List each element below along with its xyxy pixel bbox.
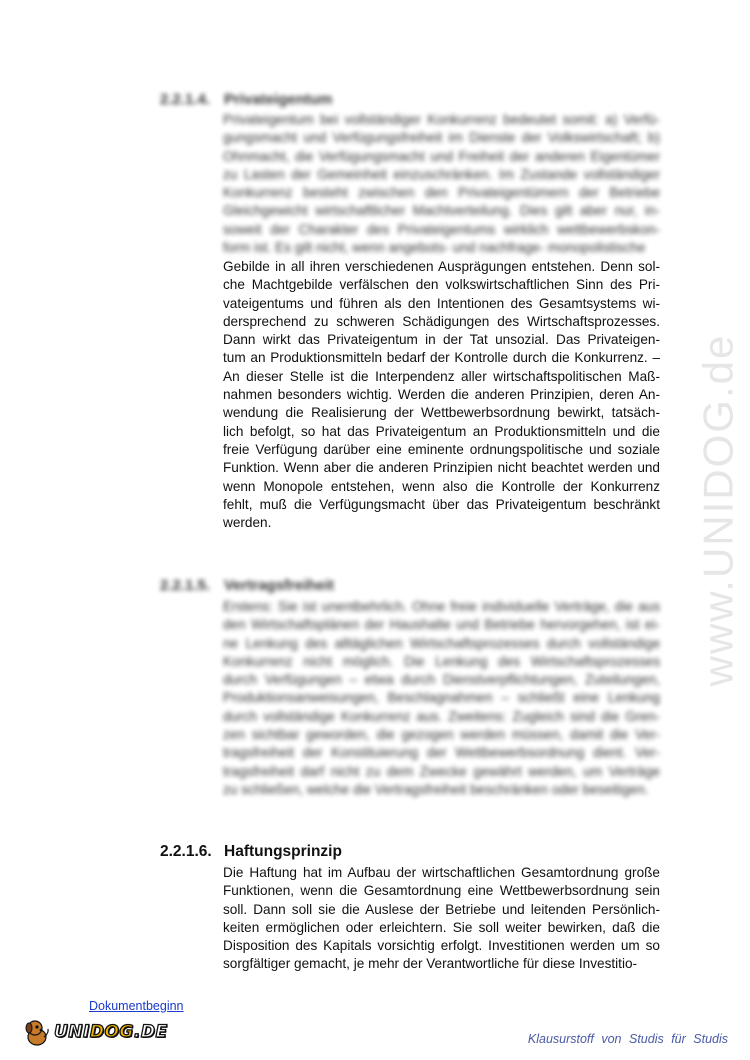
text-line: Die Haftung hat im Aufbau der wirtschaftlichen Gesamtordnung große [223,865,660,880]
text-line: dersprechend zu schweren Schädigungen des Wirtschaftsprozesses. [223,313,660,329]
blurred-paragraph-1 [223,111,660,257]
section-number: 2.2.1.5. [160,577,211,594]
section-heading-privateigentum [160,91,332,108]
text-line: Konkurrenz nicht möglich. Die Lenkung des Wirtschaftsprozesses [223,653,660,669]
text-line: An dieser Stelle ist die Interpendenz aller wirtschaftspolitischen Maß- [223,368,660,384]
section-heading-haftungsprinzip [160,843,342,861]
text-line: freie Verfügung darüber eine eminente ordnungspolitische und soziale [223,441,660,457]
blurred-paragraph-2 [223,598,660,799]
text-line: tragsfreiheit der Konstituierung der Wettbewerbsordnung dient. Ver- [223,745,660,761]
text-line: Disposition des Kapitals vorsichtig erfolgt. Investitionen werden um so [223,938,660,954]
section-heading-vertragsfreiheit [160,577,334,594]
text-line: nahmen besonders wichtig. Werden die anderen Prinzipien, deren An- [223,387,660,403]
text-line: tragsfreiheit darf nicht zu dem Zwecke gewährt werden, um Verträge [223,763,660,779]
text-line: sorgfältiger gemacht, je mehr der Verantwortliche für diese Investitio- [223,956,638,972]
paragraph-privateigentum [223,258,660,532]
unidog-logo[interactable] [22,1014,168,1050]
text-line: soweit der Charakter des Privateigentums wirklich wettbewerbskon- [223,221,660,237]
text-line: durch Verfügungen – etwa durch Dienstverpflichtungen, Zuteilungen, [223,672,660,688]
text-line: keiten ermöglichen oder erleichtern. Sie soll weiter bewirken, daß die [223,919,660,935]
text-line: Produktionsanweisungen, Beschlagnahmen – schließt eine Lenkung [223,690,660,706]
text-line: Ohnmacht, die Verfügungsmacht und Freiheit der anderen Eigentümer [223,148,660,164]
section-title: Privateigentum [224,91,333,108]
text-line: wenn Monopole entstehen, wenn also die Kontrolle der Konkurrenz [223,478,660,494]
text-line: Erstens: Sie ist unentbehrlich. Ohne freie individuelle Verträge, die aus [223,599,660,614]
paragraph-haftungsprinzip [223,864,660,974]
text-line: lich befolgt, so hat das Privateigentum an Produktionsmitteln und die [223,423,660,439]
section-title: Vertragsfreiheit [224,577,335,594]
text-line: Funktionen, wenn die Gesamtordnung eine Wettbewerbsordnung sein [223,883,660,899]
section-number: 2.2.1.6. [160,843,212,860]
text-line: zu schließen, welche die Vertragsfreiheit beschränken oder beseitigen. [223,781,649,797]
text-line: gungsmacht und Verfügungsfreiheit im Dienste der Volkswirtschaft; b) [223,130,660,146]
text-line: Gebilde in all ihren verschiedenen Ausprägungen entstehen. Denn sol- [223,259,660,274]
logo-text: UNIDOG.DE [54,1022,168,1042]
text-line: zen sichtbar geworden, die gezogen werden müssen, damit die Ver- [223,727,660,743]
watermark [694,280,742,740]
text-line: durch vollständige Konkurrenz aus. Zweitens: Zugleich sind die Gren- [223,708,660,724]
text-line: ne Lenkung des alltäglichen Wirtschaftsprozesses durch vollständige [223,635,660,651]
section-number: 2.2.1.4. [160,91,211,108]
text-line: Gleichgewicht wirtschaftlicher Machtverteilung. Dies gilt aber nur, in- [223,203,660,219]
text-line: form ist. Es gilt nicht, wenn angebots- und nachfrage- monopolistische [223,240,646,256]
text-line: Funktion. Wenn aber die anderen Prinzipien nicht beachtet werden und [223,460,660,476]
text-line: soll. Dann soll sie die Auslese der Betriebe und leitenden Persönlich- [223,901,660,917]
text-line: wendung die Realisierung der Wettbewerbsordnung bewirkt, tatsäch- [223,405,660,421]
text-line: vateigentums und führen als den Intentionen des Gesamtsystems wi- [223,295,660,311]
text-line: tum an Produktionsmitteln bedarf der Kontrolle durch die Konkurrenz. – [223,350,660,366]
text-line: den Wirtschaftsplänen der Haushalte und Betriebe hervorgehen, ist ei- [223,617,660,633]
text-line: Konkurrenz besteht zwischen den Privateigentümern der Betriebe [223,185,660,201]
dokumentbeginn-link[interactable]: Dokumentbeginn [89,999,184,1013]
text-line: werden. [223,515,272,531]
section-title: Haftungsprinzip [224,843,342,860]
dog-mascot-icon [22,1017,52,1047]
text-line: che Machtgebilde verfälschen den volkswirtschaftlichen Sinn des Pri- [223,277,660,293]
watermark-text: www.UNIDOG.de [694,333,742,687]
text-line: Privateigentum bei vollständiger Konkurrenz bedeutet somit: a) Verfü- [223,112,660,127]
text-line: zu Lasten der Gemeinheit einzuschränken. Im Zustande vollständiger [223,166,660,182]
text-line: fehlt, muß die Verfügungsmacht über das Privateigentum beschränkt [223,496,660,512]
footer-tagline: Klausurstoff von Studis für Studis [527,1032,728,1046]
text-line: Dann wirkt das Privateigentum in der Tat unsozial. Das Privateigen- [223,332,660,348]
